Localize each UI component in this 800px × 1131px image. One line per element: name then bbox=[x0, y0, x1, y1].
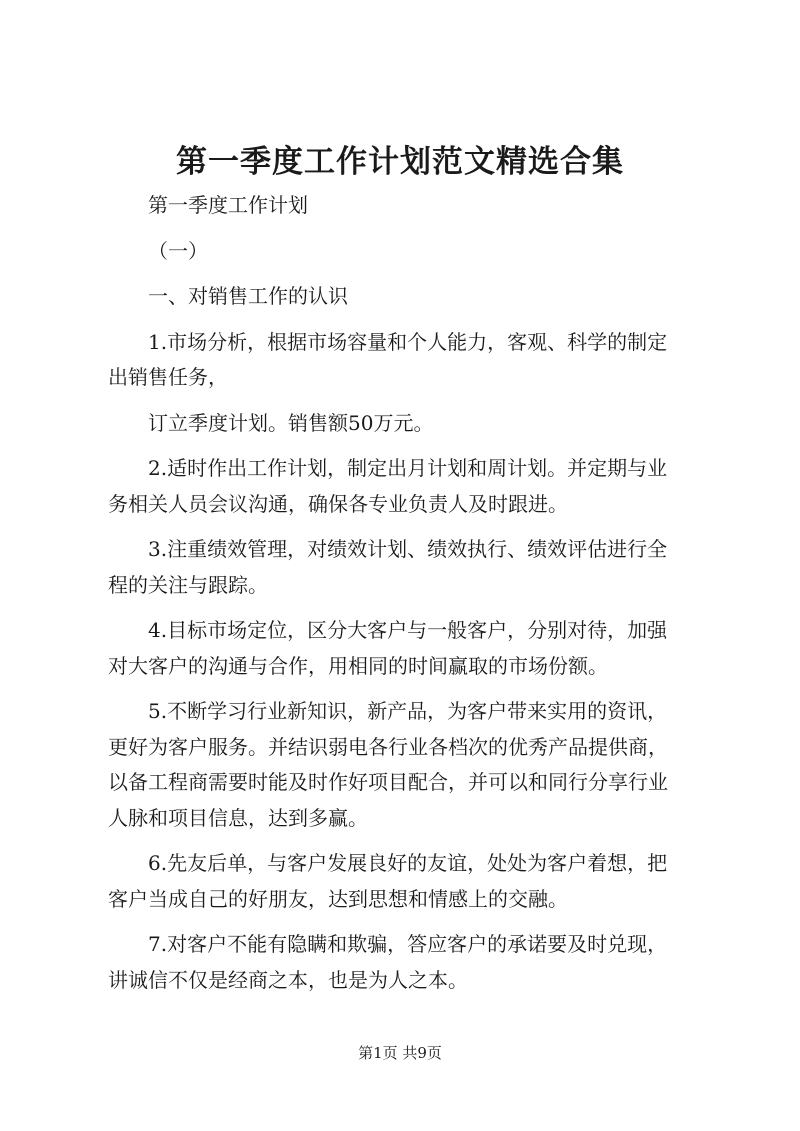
paragraph-line: 人脉和项目信息，达到多赢。 bbox=[108, 805, 368, 830]
page-number-footer: 第1页 共9页 bbox=[358, 1044, 442, 1062]
paragraph-line: 务相关人员会议沟通，确保各专业负责人及时跟进。 bbox=[108, 491, 568, 516]
paragraph-line: 3.注重绩效管理，对绩效计划、绩效执行、绩效评估进行全 bbox=[148, 537, 668, 561]
paragraph-line: 客户当成自己的好朋友，达到思想和情感上的交融。 bbox=[108, 886, 568, 911]
paragraph-line: 讲诚信不仅是经商之本，也是为人之本。 bbox=[108, 967, 468, 992]
paragraph-line: 以备工程商需要时能及时作好项目配合，并可以和同行分享行业 bbox=[108, 770, 668, 794]
document-title: 第一季度工作计划范文精选合集 bbox=[176, 144, 624, 180]
paragraph-line: 4.目标市场定位，区分大客户与一般客户，分别对待，加强 bbox=[148, 618, 668, 642]
paragraph-line: 6.先友后单，与客户发展良好的友谊，处处为客户着想，把 bbox=[148, 851, 668, 875]
paragraph-line: 对大客户的沟通与合作，用相同的时间赢取的市场份额。 bbox=[108, 653, 608, 678]
paragraph-line: 更好为客户服务。并结识弱电各行业各档次的优秀产品提供商， bbox=[108, 734, 668, 759]
paragraph-line: 5.不断学习行业新知识，新产品，为客户带来实用的资讯， bbox=[148, 699, 668, 723]
paragraph-line: 1.市场分析，根据市场容量和个人能力，客观、科学的制定 bbox=[148, 329, 668, 354]
paragraph-line: 2.适时作出工作计划，制定出月计划和周计划。并定期与业 bbox=[148, 456, 668, 480]
paragraph-line: 7.对客户不能有隐瞒和欺骗，答应客户的承诺要及时兑现， bbox=[148, 932, 668, 956]
subsection-marker: （一） bbox=[148, 238, 208, 263]
section-heading: 一、对销售工作的认识 bbox=[148, 284, 348, 308]
paragraph-line: 出销售任务， bbox=[108, 365, 228, 389]
paragraph-line: 订立季度计划。销售额50万元。 bbox=[148, 410, 434, 435]
paragraph-line: 程的关注与跟踪。 bbox=[108, 572, 268, 597]
document-body bbox=[108, 188, 700, 998]
section-heading: 第一季度工作计划 bbox=[148, 193, 308, 217]
